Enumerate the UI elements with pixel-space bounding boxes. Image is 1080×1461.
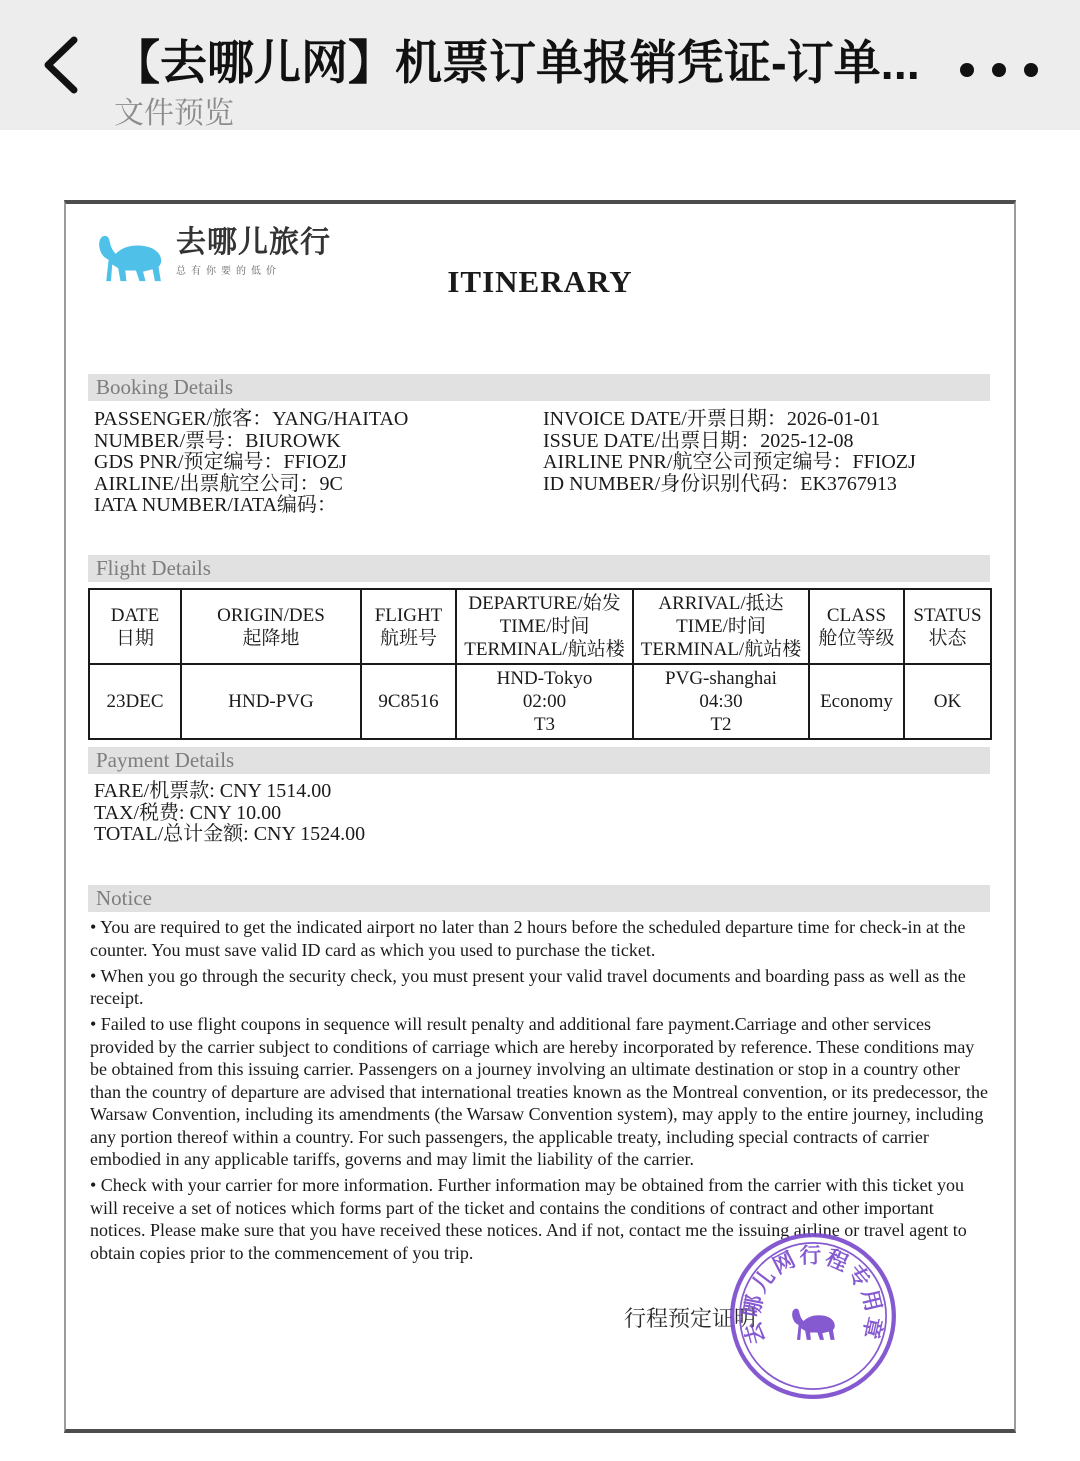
- more-button[interactable]: [960, 48, 1038, 92]
- cell-origin: HND-PVG: [181, 664, 361, 739]
- flight-table: [88, 588, 992, 740]
- col-header-departure: DEPARTURE/始发 TIME/时间 TERMINAL/航站楼: [456, 589, 633, 664]
- notice-item: • You are required to get the indicated airport no later than 2 hours before the scheduled departure time for check-in at the counter. You must save valid ID card as which you used to purchase the ticket.: [90, 917, 966, 960]
- col-header-status: STATUS 状态: [904, 589, 991, 664]
- booking-left-column: [94, 409, 408, 517]
- cell-flight: 9C8516: [361, 664, 456, 739]
- booking-field: INVOICE DATE/开票日期：2026-01-01: [543, 408, 881, 430]
- col-header-arrival: ARRIVAL/抵达 TIME/时间 TERMINAL/航站楼: [633, 589, 809, 664]
- document-preview[interactable]: [64, 200, 1016, 1433]
- col-header-class: CLASS 舱位等级: [809, 589, 904, 664]
- booking-field: AIRLINE/出票航空公司：9C: [94, 472, 343, 495]
- col-header-date: DATE 日期: [89, 589, 181, 664]
- back-button[interactable]: [34, 34, 90, 96]
- flight-table-row: [89, 664, 991, 739]
- notice-body: [90, 916, 988, 1268]
- payment-section-header: Payment Details: [88, 747, 990, 774]
- notice-item: • When you go through the security check, you must present your valid travel documents and boarding pass as well as the receipt.: [90, 965, 966, 1008]
- document-title: ITINERARY: [447, 264, 633, 299]
- page-title: 【去哪儿网】机票订单报销凭证-订单...: [113, 36, 920, 86]
- booking-field: PASSENGER/旅客：YANG/HAITAO: [94, 408, 409, 430]
- booking-field: GDS PNR/预定编号：FFIOZJ: [94, 451, 347, 473]
- logo-tagline: 总有你要的低价: [176, 266, 281, 277]
- stamp-camel-icon: [792, 1309, 835, 1340]
- flight-table-header-row: [89, 589, 991, 664]
- payment-line: TAX/税费: CNY 10.00: [94, 801, 282, 824]
- booking-field: ISSUE DATE/出票日期：2025-12-08: [543, 429, 854, 452]
- logo-brand-text: 去哪儿旅行: [176, 226, 331, 259]
- payment-lines: [94, 781, 365, 846]
- col-header-flight: FLIGHT 航班号: [361, 589, 456, 664]
- payment-line: TOTAL/总计金额: CNY 1524.00: [94, 823, 366, 845]
- booking-right-column: [543, 409, 916, 495]
- booking-field: AIRLINE PNR/航空公司预定编号：FFIOZJ: [543, 451, 916, 473]
- booking-field: ID NUMBER/身份识别代码：EK3767913: [543, 472, 897, 495]
- cell-arrival: PVG-shanghai 04:30 T2: [633, 664, 809, 739]
- notice-section-header: Notice: [88, 885, 990, 912]
- booking-section-header: Booking Details: [88, 374, 990, 401]
- col-header-origin: ORIGIN/DES 起降地: [181, 589, 361, 664]
- notice-item: • Failed to use flight coupons in sequence will result penalty and additional fare payment.Carriage and other services provided by the carrier subject to conditions of carriage which are hereby incorporated by reference. These conditions may be obtained from this issuing carrier. Passengers on a journey involving an ultimate destination or stop in a country other than the country of departure are advised that international treaties known as the Montreal convention, or its predecessor, the Warsaw Convention, including its amendments (the Warsaw Convention system), may apply to the entire journey, including any portion thereof within a country. For such passengers, the applicable treaty, including special contracts of carrier embodied in any applicable tariffs, governs and may limit the liability of the carrier.: [90, 1014, 988, 1169]
- cell-class: Economy: [809, 664, 904, 739]
- booking-field: NUMBER/票号：BIUROWK: [94, 429, 341, 452]
- appbar: [0, 0, 1080, 130]
- flight-section-header: Flight Details: [88, 555, 990, 582]
- cell-status: OK: [904, 664, 991, 739]
- qunar-round-stamp: [727, 1230, 899, 1402]
- cell-departure: HND-Tokyo 02:00 T3: [456, 664, 633, 739]
- ellipsis-icon: [960, 63, 974, 77]
- page-subtitle: 文件预览: [114, 97, 234, 130]
- booking-field: IATA NUMBER/IATA编码：: [94, 494, 337, 516]
- notice-item: • Check with your carrier for more information. Further information may be obtained from the carrier with this ticket you will receive a set of notices which forms part of the ticket and contains the conditions of contract and other important notices. Please make sure that you have received these notices. And if not, contact me the issuing airline or travel agent to obtain copies prior to the commencement of you trip.: [90, 1175, 967, 1263]
- cell-date: 23DEC: [89, 664, 181, 739]
- payment-line: FARE/机票款: CNY 1514.00: [94, 780, 332, 802]
- stamp-ring-text: 去哪儿网行程专用章: [739, 1243, 887, 1347]
- stamp-caption: 行程预定证明: [624, 1306, 757, 1331]
- chevron-left-icon: [34, 34, 90, 96]
- ellipsis-icon: [1024, 63, 1038, 77]
- ellipsis-icon: [992, 63, 1006, 77]
